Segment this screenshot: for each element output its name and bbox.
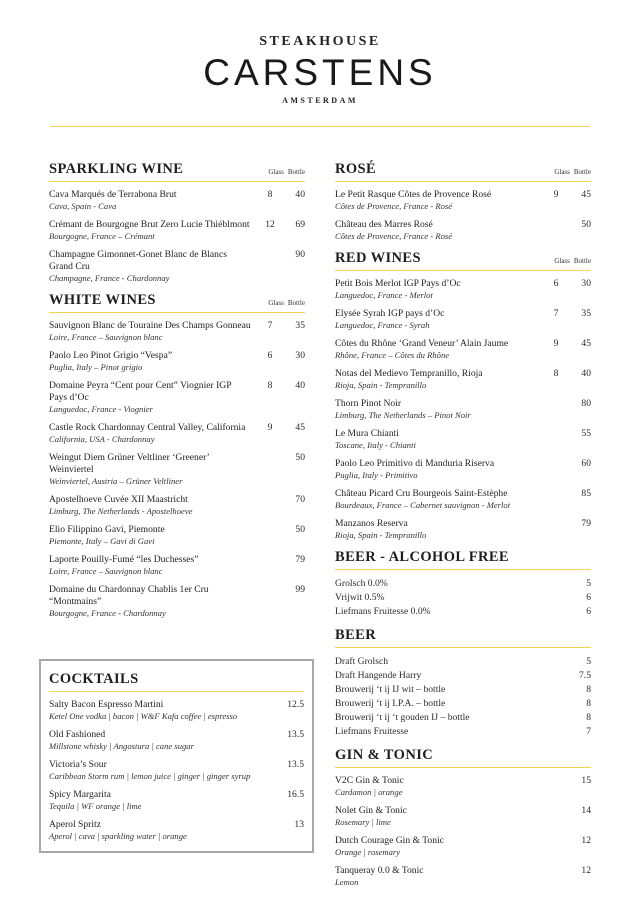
glass-price bbox=[257, 524, 283, 547]
beer-free-title: BEER - ALCOHOL FREE bbox=[335, 549, 509, 565]
beer-price: 8 bbox=[586, 712, 591, 723]
glass-price bbox=[543, 518, 569, 541]
bottle-price: 70 bbox=[295, 494, 305, 505]
glass-price bbox=[257, 452, 283, 487]
cocktail-description: Ketel One vodka | bacon | W&F Kafa coffee | espresso bbox=[49, 711, 238, 721]
glass-price bbox=[543, 398, 569, 421]
gin-tonic-name: Tanqueray 0.0 & Tonic bbox=[335, 865, 424, 876]
wine-origin: Limburg, The Netherlands – Pinot Noir bbox=[335, 410, 471, 420]
wine-name: Château des Marres Rosé bbox=[335, 219, 433, 230]
bottle-price: 79 bbox=[581, 518, 591, 529]
cocktail-description: Tequila | WF orange | lime bbox=[49, 801, 142, 811]
glass-price: 9 bbox=[553, 189, 559, 200]
beer-price: 8 bbox=[586, 684, 591, 695]
cocktail-list bbox=[49, 699, 304, 842]
gin-tonic-price: 12 bbox=[581, 865, 591, 876]
wine-item bbox=[335, 428, 591, 451]
beer-item bbox=[335, 669, 591, 683]
sparkling-col-labels bbox=[264, 168, 305, 178]
wine-origin: Cava, Spain - Cava bbox=[49, 201, 117, 211]
wine-name: Weingut Diem Grüner Veltliner ‘Greener’ Weinviertel bbox=[49, 452, 210, 475]
cocktails-title: COCKTAILS bbox=[49, 671, 139, 687]
wine-text bbox=[335, 518, 543, 541]
glass-price: 7 bbox=[553, 308, 559, 319]
header-divider bbox=[50, 126, 590, 127]
beer-heading bbox=[335, 627, 591, 648]
glass-price bbox=[257, 249, 283, 284]
beer-free-name: Grolsch 0.0% bbox=[335, 578, 388, 589]
beer-title: BEER bbox=[335, 627, 377, 643]
wine-item bbox=[49, 452, 305, 487]
bottle-price: 30 bbox=[581, 278, 591, 289]
bottle-price: 40 bbox=[295, 189, 305, 200]
wine-text bbox=[49, 249, 257, 284]
wine-text bbox=[49, 320, 257, 343]
cocktail-name: Aperol Spritz bbox=[49, 819, 101, 830]
wine-text bbox=[49, 452, 257, 487]
sparkling-list bbox=[49, 189, 305, 284]
wine-text bbox=[49, 584, 257, 619]
col-glass-label: Glass bbox=[268, 299, 284, 307]
rose-section bbox=[335, 161, 591, 242]
bottle-price: 85 bbox=[581, 488, 591, 499]
red-section bbox=[335, 250, 591, 541]
wine-origin: Loire, France – Sauvignon blanc bbox=[49, 566, 163, 576]
beer-section bbox=[335, 627, 591, 739]
gin-tonic-item bbox=[335, 805, 591, 828]
wine-name: Côtes du Rhône ‘Grand Veneur’ Alain Jaume bbox=[335, 338, 509, 349]
beer-item bbox=[335, 725, 591, 739]
wine-item bbox=[49, 350, 305, 373]
col-bottle-label: Bottle bbox=[287, 168, 305, 176]
wine-item bbox=[49, 554, 305, 577]
wine-name: Elysée Syrah IGP pays d’Oc bbox=[335, 308, 445, 319]
cocktail-item bbox=[49, 759, 304, 782]
bottle-price: 69 bbox=[295, 219, 305, 230]
red-col-labels bbox=[550, 257, 591, 267]
bottle-price: 40 bbox=[581, 368, 591, 379]
gin-tonic-text bbox=[335, 805, 555, 828]
beer-free-price: 6 bbox=[586, 606, 591, 617]
beer-price: 5 bbox=[586, 656, 591, 667]
wine-name: Paolo Leo Pinot Grigio “Vespa” bbox=[49, 350, 173, 361]
gin-tonic-price: 12 bbox=[581, 835, 591, 846]
wine-text bbox=[49, 554, 257, 577]
beer-name: Liefmans Fruitesse bbox=[335, 726, 409, 737]
white-heading bbox=[49, 292, 305, 313]
cocktail-item bbox=[49, 789, 304, 812]
wine-text bbox=[335, 458, 543, 481]
wine-item bbox=[335, 398, 591, 421]
glass-price: 8 bbox=[267, 189, 273, 200]
wine-item bbox=[335, 518, 591, 541]
col-glass-label: Glass bbox=[554, 168, 570, 176]
gin-tonic-name: Dutch Courage Gin & Tonic bbox=[335, 835, 444, 846]
col-bottle-label: Bottle bbox=[573, 168, 591, 176]
wine-item bbox=[49, 584, 305, 619]
cocktails-box bbox=[39, 659, 314, 853]
glass-price: 8 bbox=[267, 380, 273, 391]
glass-price bbox=[543, 219, 569, 242]
right-column bbox=[335, 161, 591, 896]
wine-name: Apostelhoeve Cuvée XII Maastricht bbox=[49, 494, 188, 505]
gin-tonic-text bbox=[335, 775, 555, 798]
gin-tonic-price: 15 bbox=[581, 775, 591, 786]
wine-text bbox=[49, 494, 257, 517]
wine-name: Elio Filippino Gavi, Piemonte bbox=[49, 524, 165, 535]
beer-name: Brouwerij ‘t ij ‘t gouden IJ – bottle bbox=[335, 712, 470, 723]
cocktail-name: Spicy Margarita bbox=[49, 789, 111, 800]
glass-price bbox=[543, 458, 569, 481]
wine-origin: Languedoc, France - Merlot bbox=[335, 290, 433, 300]
wine-item bbox=[49, 380, 305, 415]
wine-name: Domaine Peyra “Cent pour Cent” Viognier IGP Pays d’Oc bbox=[49, 380, 232, 403]
bottle-price: 35 bbox=[295, 320, 305, 331]
bottle-price: 45 bbox=[295, 422, 305, 433]
gin-title: GIN & TONIC bbox=[335, 747, 434, 763]
bottle-price: 55 bbox=[581, 428, 591, 439]
wine-name: Le Mura Chianti bbox=[335, 428, 399, 439]
wine-item bbox=[335, 278, 591, 301]
cocktail-description: Millstone whisky | Angostura | cane sugar bbox=[49, 741, 194, 751]
wine-origin: Weinviertel, Austria – Grüner Veltliner bbox=[49, 476, 183, 486]
gin-tonic-item bbox=[335, 865, 591, 888]
bottle-price: 80 bbox=[581, 398, 591, 409]
gin-tonic-text bbox=[335, 865, 555, 888]
beer-item bbox=[335, 697, 591, 711]
wine-item bbox=[335, 458, 591, 481]
col-bottle-label: Bottle bbox=[573, 257, 591, 265]
beer-free-price: 6 bbox=[586, 592, 591, 603]
wine-item bbox=[335, 338, 591, 361]
wine-item bbox=[49, 249, 305, 284]
wine-origin: Bourgogne, France – Crémant bbox=[49, 231, 155, 241]
gin-tonic-description: Lemon bbox=[335, 877, 359, 887]
beer-free-name: Vrijwit 0.5% bbox=[335, 592, 385, 603]
gin-tonic-item bbox=[335, 775, 591, 798]
beer-name: Draft Grolsch bbox=[335, 656, 389, 667]
bottle-price: 40 bbox=[295, 380, 305, 391]
wine-text bbox=[49, 422, 257, 445]
cocktail-price: 16.5 bbox=[287, 789, 304, 800]
gin-tonic-description: Orange | rosemary bbox=[335, 847, 401, 857]
wine-item bbox=[335, 368, 591, 391]
wine-name: Le Petit Rasque Côtes de Provence Rosé bbox=[335, 189, 492, 200]
wine-item bbox=[335, 189, 591, 212]
glass-price: 6 bbox=[267, 350, 273, 361]
menu-header bbox=[0, 0, 640, 128]
bottle-price: 60 bbox=[581, 458, 591, 469]
glass-price: 6 bbox=[553, 278, 559, 289]
rose-col-labels bbox=[550, 168, 591, 178]
glass-price bbox=[257, 554, 283, 577]
wine-name: Cava Marqués de Terrabona Brut bbox=[49, 189, 177, 200]
beer-price: 8 bbox=[586, 698, 591, 709]
wine-name: Laporte Pouilly-Fumé “les Duchesses” bbox=[49, 554, 199, 565]
cocktail-text bbox=[49, 699, 268, 722]
bottle-price: 79 bbox=[295, 554, 305, 565]
glass-price bbox=[257, 584, 283, 619]
wine-origin: Côtes de Provence, France - Rosé bbox=[335, 201, 453, 211]
cocktail-item bbox=[49, 699, 304, 722]
gin-tonic-name: Nolet Gin & Tonic bbox=[335, 805, 407, 816]
glass-price: 8 bbox=[553, 368, 559, 379]
left-column bbox=[49, 161, 305, 627]
beer-free-price: 5 bbox=[586, 578, 591, 589]
wine-origin: Côtes de Provence, France - Rosé bbox=[335, 231, 453, 241]
beer-free-item bbox=[335, 577, 591, 591]
gin-tonic-name: V2C Gin & Tonic bbox=[335, 775, 404, 786]
wine-name: Castle Rock Chardonnay Central Valley, California bbox=[49, 422, 246, 433]
header-supertitle: STEAKHOUSE bbox=[259, 34, 381, 49]
wine-origin: Rioja, Spain - Tempranillo bbox=[335, 530, 427, 540]
cocktail-name: Salty Bacon Espresso Martini bbox=[49, 699, 164, 710]
wine-name: Manzanos Reserva bbox=[335, 518, 408, 529]
wine-name: Crémant de Bourgogne Brut Zero Lucie Thiéblmont bbox=[49, 219, 250, 230]
wine-name: Petit Bois Merlot IGP Pays d’Oc bbox=[335, 278, 461, 289]
wine-name: Château Picard Cru Bourgeois Saint-Estèphe bbox=[335, 488, 508, 499]
cocktail-text bbox=[49, 819, 268, 842]
gin-tonic-item bbox=[335, 835, 591, 858]
wine-origin: Limburg, The Netherlands - Apostelhoeve bbox=[49, 506, 193, 516]
gin-section bbox=[335, 747, 591, 888]
beer-item bbox=[335, 683, 591, 697]
col-glass-label: Glass bbox=[268, 168, 284, 176]
bottle-price: 90 bbox=[295, 249, 305, 260]
beer-free-section bbox=[335, 549, 591, 619]
beer-price: 7.5 bbox=[579, 670, 591, 681]
white-list bbox=[49, 320, 305, 619]
col-bottle-label: Bottle bbox=[287, 299, 305, 307]
glass-price bbox=[543, 428, 569, 451]
rose-title: ROSÉ bbox=[335, 161, 377, 177]
beer-name: Draft Hangende Harry bbox=[335, 670, 422, 681]
wine-text bbox=[49, 350, 257, 373]
wine-origin: Champagne, France - Chardonnay bbox=[49, 273, 170, 283]
wine-text bbox=[49, 380, 257, 415]
wine-text bbox=[335, 428, 543, 451]
cocktail-text bbox=[49, 759, 268, 782]
wine-text bbox=[335, 488, 543, 511]
sparkling-title: SPARKLING WINE bbox=[49, 161, 184, 177]
wine-item bbox=[49, 320, 305, 343]
wine-origin: Toscane, Italy - Chianti bbox=[335, 440, 416, 450]
wine-origin: Piemonte, Italy – Gavi di Gavi bbox=[49, 536, 155, 546]
cocktail-description: Aperol | cava | sparkling water | orange bbox=[49, 831, 187, 841]
rose-heading bbox=[335, 161, 591, 182]
wine-name: Paolo Leo Primitivo di Manduria Riserva bbox=[335, 458, 495, 469]
wine-origin: California, USA - Chardonnay bbox=[49, 434, 155, 444]
rose-list bbox=[335, 189, 591, 242]
wine-text bbox=[335, 338, 543, 361]
brand-logo: CARSTENS bbox=[203, 52, 437, 93]
red-heading bbox=[335, 250, 591, 271]
wine-text bbox=[335, 278, 543, 301]
glass-price: 12 bbox=[265, 219, 275, 230]
wine-origin: Languedoc, France - Syrah bbox=[335, 320, 430, 330]
bottle-price: 35 bbox=[581, 308, 591, 319]
gin-list bbox=[335, 775, 591, 888]
wine-origin: Puglia, Italy - Primitivo bbox=[335, 470, 418, 480]
wine-text bbox=[335, 308, 543, 331]
beer-item bbox=[335, 655, 591, 669]
wine-origin: Bourgogne, France - Chardonnay bbox=[49, 608, 166, 618]
wine-item bbox=[49, 219, 305, 242]
beer-free-name: Liefmans Fruitesse 0.0% bbox=[335, 606, 431, 617]
beer-name: Brouwerij ‘t ij I.P.A. – bottle bbox=[335, 698, 446, 709]
sparkling-section bbox=[49, 161, 305, 284]
bottle-price: 45 bbox=[581, 189, 591, 200]
cocktail-price: 12.5 bbox=[287, 699, 304, 710]
red-title: RED WINES bbox=[335, 250, 421, 266]
wine-text bbox=[335, 398, 543, 421]
cocktail-description: Caribbean Storm rum | lemon juice | ginger | ginger syrup bbox=[49, 771, 251, 781]
wine-item bbox=[49, 494, 305, 517]
bottle-price: 30 bbox=[295, 350, 305, 361]
cocktail-name: Old Fashioned bbox=[49, 729, 106, 740]
wine-text bbox=[335, 368, 543, 391]
wine-item bbox=[335, 219, 591, 242]
beer-price: 7 bbox=[586, 726, 591, 737]
bottle-price: 99 bbox=[295, 584, 305, 595]
gin-tonic-price: 14 bbox=[581, 805, 591, 816]
wine-item bbox=[335, 308, 591, 331]
red-list bbox=[335, 278, 591, 541]
wine-origin: Bourdeaux, France – Cabernet sauvignon - Merlot bbox=[335, 500, 511, 510]
beer-free-item bbox=[335, 605, 591, 619]
glass-price bbox=[257, 494, 283, 517]
cocktail-item bbox=[49, 819, 304, 842]
wine-item bbox=[49, 524, 305, 547]
wine-text bbox=[335, 219, 543, 242]
glass-price bbox=[543, 488, 569, 511]
beer-item bbox=[335, 711, 591, 725]
bottle-price: 50 bbox=[295, 452, 305, 463]
cocktail-text bbox=[49, 729, 268, 752]
cocktail-price: 13 bbox=[294, 819, 304, 830]
header-subtitle: AMSTERDAM bbox=[282, 96, 358, 105]
beer-free-heading bbox=[335, 549, 591, 570]
gin-tonic-description: Rosemary | lime bbox=[335, 817, 391, 827]
white-title: WHITE WINES bbox=[49, 292, 156, 308]
glass-price: 9 bbox=[267, 422, 273, 433]
wine-item bbox=[335, 488, 591, 511]
wine-origin: Rioja, Spain - Tempranillo bbox=[335, 380, 427, 390]
gin-tonic-description: Cardamon | orange bbox=[335, 787, 403, 797]
gin-heading bbox=[335, 747, 591, 768]
bottle-price: 50 bbox=[295, 524, 305, 535]
beer-free-item bbox=[335, 591, 591, 605]
beer-name: Brouwerij ‘t ij IJ wit – bottle bbox=[335, 684, 446, 695]
glass-price: 7 bbox=[267, 320, 273, 331]
wine-name: Thorn Pinot Noir bbox=[335, 398, 402, 409]
wine-name: Notas del Medievo Tempranillo, Rioja bbox=[335, 368, 483, 379]
wine-name: Champagne Gimonnet-Gonet Blanc de Blancs Grand Cru bbox=[49, 249, 227, 272]
wine-text bbox=[49, 189, 257, 212]
cocktail-name: Victoria’s Sour bbox=[49, 759, 107, 770]
wine-origin: Languedoc, France - Viognier bbox=[49, 404, 153, 414]
wine-origin: Puglia, Italy – Pinot grigio bbox=[49, 362, 143, 372]
bottle-price: 50 bbox=[581, 219, 591, 230]
glass-price: 9 bbox=[553, 338, 559, 349]
white-section bbox=[49, 292, 305, 619]
gin-tonic-text bbox=[335, 835, 555, 858]
sparkling-heading bbox=[49, 161, 305, 182]
wine-name: Domaine du Chardonnay Chablis 1er Cru “Montmains” bbox=[49, 584, 209, 607]
cocktail-price: 13.5 bbox=[287, 729, 304, 740]
beer-free-list bbox=[335, 577, 591, 619]
cocktail-price: 13.5 bbox=[287, 759, 304, 770]
wine-name: Sauvignon Blanc de Touraine Des Champs Gonneau bbox=[49, 320, 251, 331]
col-glass-label: Glass bbox=[554, 257, 570, 265]
bottle-price: 45 bbox=[581, 338, 591, 349]
cocktail-text bbox=[49, 789, 268, 812]
white-col-labels bbox=[264, 299, 305, 309]
beer-list bbox=[335, 655, 591, 739]
wine-item bbox=[49, 422, 305, 445]
wine-text bbox=[335, 189, 543, 212]
cocktail-item bbox=[49, 729, 304, 752]
cocktails-heading bbox=[49, 671, 304, 692]
wine-origin: Loire, France – Sauvignon blanc bbox=[49, 332, 163, 342]
wine-text bbox=[49, 524, 257, 547]
wine-origin: Rhône, France – Côtes du Rhône bbox=[335, 350, 450, 360]
wine-text bbox=[49, 219, 257, 242]
wine-item bbox=[49, 189, 305, 212]
